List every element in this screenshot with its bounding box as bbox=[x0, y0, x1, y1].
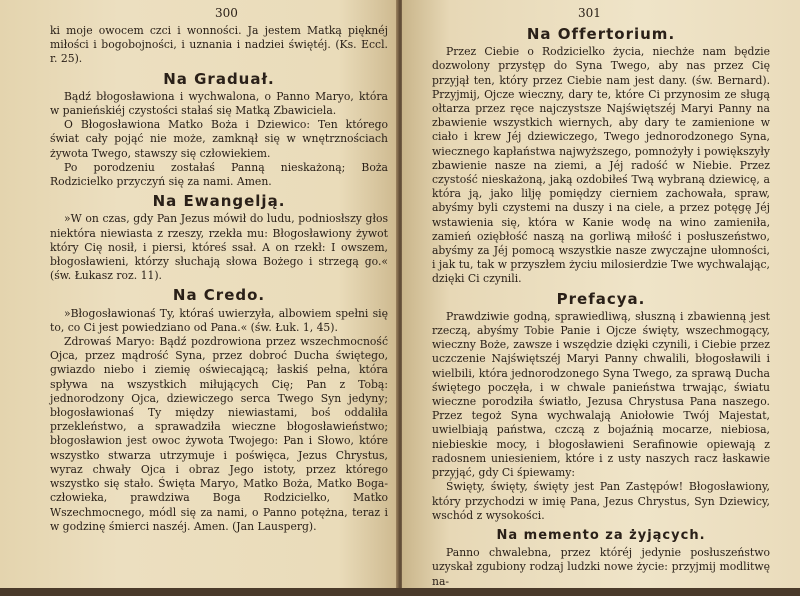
page-number-right: 301 bbox=[578, 6, 601, 20]
section-heading-memento: Na memento za żyjących. bbox=[496, 527, 706, 543]
paragraph: Bądź błogosławiona i wychwalona, o Panno Maryo, która w panieńskiéj czystości stałaś się Matką Zbawiciela. bbox=[50, 89, 388, 118]
section-heading-gradual: Na Graduał. bbox=[163, 69, 275, 88]
right-page-text bbox=[432, 22, 770, 589]
left-page-text bbox=[50, 24, 388, 534]
right-page bbox=[402, 0, 800, 590]
page-number-left: 300 bbox=[215, 6, 238, 20]
section-heading-credo: Na Credo. bbox=[172, 286, 266, 305]
book-bottom-edge bbox=[0, 588, 800, 596]
left-page bbox=[0, 0, 398, 590]
paragraph: »W on czas, gdy Pan Jezus mówił do ludu, podniosłszy głos niektóra niewiasta z rzeszy, rzekła mu: Błogosławiony żywot który Cię nosił, i piersi, któreś ssał. A on rzekł: I owszem, błogosławieni, którzy słuchają słowa Bożego i strzegą go.« (św. Łukasz roz. 11). bbox=[50, 212, 388, 283]
section-heading-gospel: Na Ewangelją. bbox=[152, 192, 286, 211]
paragraph: Przez Ciebie o Rodzicielko życia, niechże nam będzie dozwolony przystęp do Syna Twego, aby nas przez Cię przyjął ten, który przez Ciebie nam jest dany. (św. Bernard). Przyjmij, Ojcze wieczny, dary te, które Ci przynosim ze sługą ołtarza przez ręce najczystsze Najświętszéj Maryi Panny na zbawienie wszystkich wiernych, aby dary te zamienione w ciało i krew Jéj dziewiczego, Twego jednorodzonego Syna, wiecznego kapłaństwa najwyższego, pomnożyły i powiększyły zbawienie nasze na ziemi, a Jéj radość w Niebie. Przez czystość nieskażoną, jaką ozdobiłeś Twą wybraną dziewicę, a która ją, jako lilję pomiędzy cierniem zachowała, spraw, abyśmy byli czystemi na duszy i na ciele, a przez potęgę Jéj wstawienia się, która w Kanie wodę na wino zamieniła, zamień oziębłość naszą na gorliwą miłość i posłuszeństwo, abyśmy za Jéj pomocą wszystkie nasze zwyczajne ułomności, i jak tu, tak w przyszłem życiu milosierdzie Twe wychwalając, dzięki Ci czynili. bbox=[432, 45, 770, 286]
paragraph: Święty, święty, święty jest Pan Zastępów! Błogosławiony, który przychodzi w imię Pana, Jezus Chrystus, Syn Dziewicy, wschód z wysokości. bbox=[432, 480, 770, 522]
section-heading-offertory: Na Offertorium. bbox=[526, 25, 676, 43]
paragraph: Zdrowaś Maryo: Bądź pozdrowiona przez wszechmocność Ojca, przez mądrość Syna, przez dobroć Ducha świętego, gwiazdo niebo i ziemię oświecającą; łaskiś pełna, która spływa na wszystkich miłujących Cię; Pan z Tobą: jednorodzony Ojca, dziewiczego serca Twego Syn jedyny; błogosławionaś Ty między niewiastami, boś oddaliła przekleństwo, a sprawadziła wieczne błogosławieństwo; błogosławion jest owoc żywota Twojego: Pan i Słowo, które wszystko stwarza utrzymuje i poświęca, Jezus Chrystus, wyraz chwały Ojca i obraz Jego istoty, przez którego wszystko się stało. Święta Maryo, Matko Boża, Matko Boga-człowieka, prawdziwa Boga Rodzicielko, Matko Wszechmocnego, módl się za nami, o Panno potężna, teraz i w godzinę śmierci naszéj. Amen. (Jan Lausperg). bbox=[50, 335, 388, 533]
paragraph: »Błogosławionaś Ty, któraś uwierzyła, albowiem spełni się to, co Ci jest powiedziano od Pana.« (św. Łuk. 1, 45). bbox=[50, 306, 388, 334]
paragraph: Panno chwalebna, przez któréj jedynie posłuszeństwo uzyskał zgubiony rodzaj ludzki nowe życie: przyjmij modlitwę na- bbox=[432, 546, 770, 588]
paragraph: Po porodzeniu zostałaś Panną nieskażoną; Boża Rodzicielko przyczyń się za nami. Amen. bbox=[50, 160, 388, 189]
paragraph: O Błogosławiona Matko Boża i Dziewico: Ten którego świat cały pojąć nie może, zamknął się w wnętrznościach żywota Twego, stawszy się człowiekiem. bbox=[50, 118, 388, 160]
paragraph: Prawdziwie godną, sprawiedliwą, słuszną i zbawienną jest rzeczą, abyśmy Tobie Panie i Ojcze święty, wszechmogący, wieczny Boże, zawsze i wszędzie dzięki czynili, i Ciebie przez uczczenie Najświętszéj Maryi Panny chwalili, błogosławili i wielbili, która jednorodzonego Syna Twego, za sprawą Ducha świętego poczęła, i w chwale panieństwa trwając, światu wieczne porodziła światło, Jezusa Chrystusa Pana naszego. Przez tegoż Syna wychwalają Aniołowie Twój Majestat, uwielbiają państwa, czczą z bojaźnią mocarze, niebiosa, niebieskie mocy, i błogosławieni Serafinowie opiewają z radosnem uniesieniem, które i z usty naszych racz łaskawie przyjąć, gdy Ci śpiewamy: bbox=[432, 309, 770, 480]
section-heading-preface: Prefacya. bbox=[556, 289, 646, 308]
paragraph: ki moje owocem czci i wonności. Ja jestem Matką pięknéj miłości i bogobojności, i uznania i nadziei świętéj. (Ks. Eccl. r. 25). bbox=[50, 24, 388, 66]
